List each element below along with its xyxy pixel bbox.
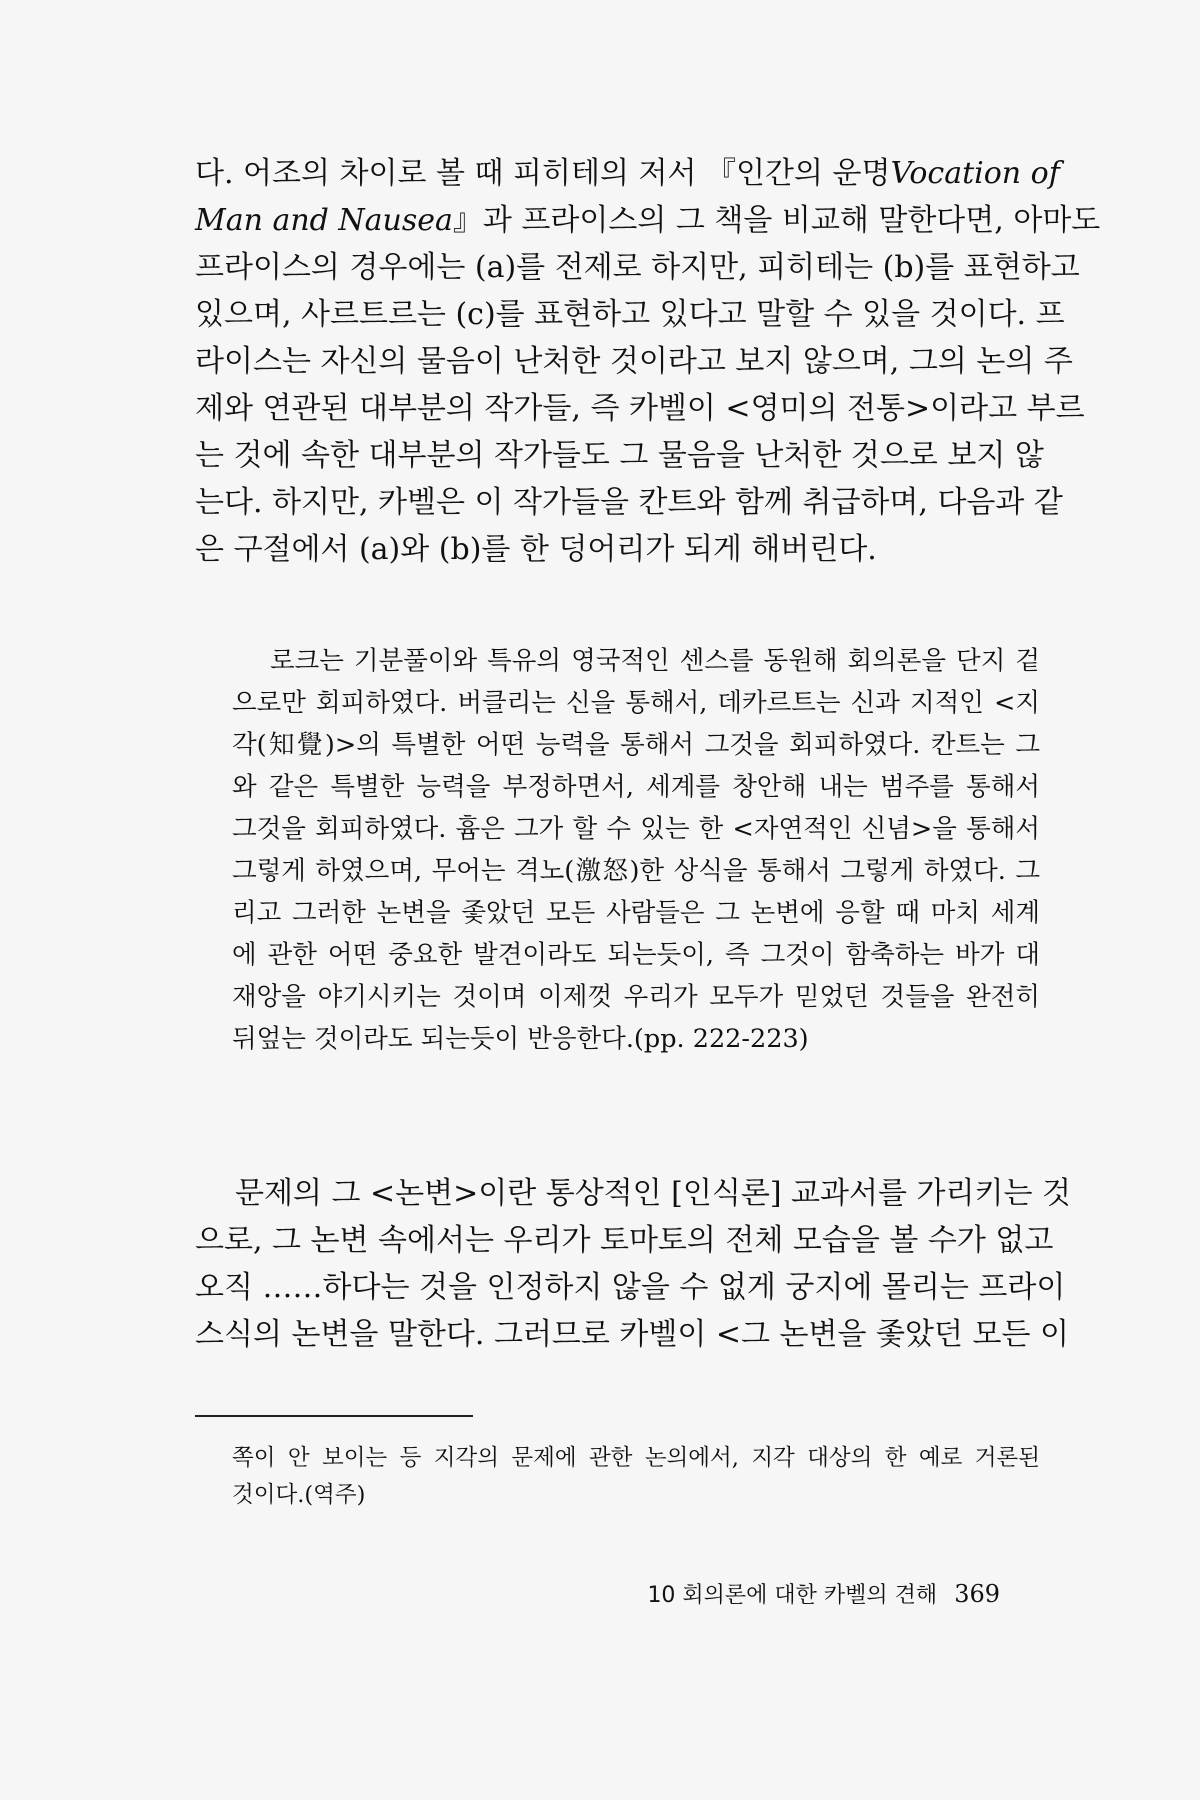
text-line: 라이스는 자신의 물음이 난처한 것이라고 보지 않으며, 그의 논의 주 bbox=[195, 344, 1073, 379]
quote-line: 로크는 기분풀이와 특유의 영국적인 센스를 동원해 회의론을 단지 겉 bbox=[270, 646, 1040, 676]
text-line: 으로, 그 논변 속에서는 우리가 토마토의 전체 모습을 볼 수가 없고 bbox=[195, 1223, 1054, 1258]
quote-line: 리고 그러한 논변을 좇았던 모든 사람들은 그 논변에 응할 때 마치 세계 bbox=[232, 898, 1040, 928]
text-line: 다. 어조의 차이로 볼 때 피히테의 저서 『인간의 운명Vocation of bbox=[195, 156, 1060, 191]
quote-line: 에 관한 어떤 중요한 발견이라도 되는듯이, 즉 그것이 함축하는 바가 대 bbox=[232, 940, 1040, 970]
book-title-italic: Man and Nausea bbox=[195, 203, 453, 238]
footnote-line: 쪽이 안 보이는 등 지각의 문제에 관한 논의에서, 지각 대상의 한 예로 거론된 bbox=[232, 1445, 1040, 1471]
quote-line: 재앙을 야기시키는 것이며 이제껏 우리가 모두가 믿었던 것들을 완전히 bbox=[232, 982, 1040, 1012]
text-line: 있으며, 사르트르는 (c)를 표현하고 있다고 말할 수 있을 것이다. 프 bbox=[195, 297, 1065, 332]
running-head: 10 회의론에 대한 카벨의 견해 bbox=[647, 1583, 938, 1608]
text-line: 프라이스의 경우에는 (a)를 전제로 하지만, 피히테는 (b)를 표현하고 bbox=[195, 250, 1080, 285]
text-line: 스식의 논변을 말한다. 그러므로 카벨이 <그 논변을 좇았던 모든 이 bbox=[195, 1317, 1069, 1352]
quote-line: 와 같은 특별한 능력을 부정하면서, 세계를 창안해 내는 범주를 통해서 bbox=[232, 772, 1040, 802]
text-line: 문제의 그 <논변>이란 통상적인 [인식론] 교과서를 가리키는 것 bbox=[235, 1176, 1071, 1211]
text-line: 는 것에 속한 대부분의 작가들도 그 물음을 난처한 것으로 보지 않 bbox=[195, 438, 1044, 473]
text-line: Man and Nausea』과 프라이스의 그 책을 비교해 말한다면, 아마도 bbox=[195, 203, 1101, 238]
quote-line: 그것을 회피하였다. 흄은 그가 할 수 있는 한 <자연적인 신념>을 통해서 bbox=[232, 814, 1040, 844]
quote-line-last: 뒤엎는 것이라도 되는듯이 반응한다.(pp. 222-223) bbox=[232, 1024, 809, 1054]
text-line: 제와 연관된 대부분의 작가들, 즉 카벨이 <영미의 전통>이라고 부르 bbox=[195, 391, 1085, 426]
footnote-line-last: 것이다.(역주) bbox=[232, 1482, 366, 1508]
block-quotation bbox=[232, 640, 1040, 1060]
footnote bbox=[232, 1440, 1040, 1514]
main-paragraph-2 bbox=[195, 1170, 1071, 1358]
book-title-italic: Vocation of bbox=[890, 156, 1060, 191]
page-number: 369 bbox=[954, 1580, 1000, 1608]
page-footer bbox=[647, 1578, 1000, 1609]
footnote-divider bbox=[195, 1415, 473, 1417]
text-line-last: 은 구절에서 (a)와 (b)를 한 덩어리가 되게 해버린다. bbox=[195, 532, 877, 567]
quote-line: 각(知覺)>의 특별한 어떤 능력을 통해서 그것을 회피하였다. 칸트는 그 bbox=[232, 730, 1040, 760]
quote-line: 그렇게 하였으며, 무어는 격노(激怒)한 상식을 통해서 그렇게 하였다. 그 bbox=[232, 856, 1040, 886]
text-line: 오직 ……하다는 것을 인정하지 않을 수 없게 궁지에 몰리는 프라이 bbox=[195, 1270, 1066, 1305]
quote-line: 으로만 회피하였다. 버클리는 신을 통해서, 데카르트는 신과 지적인 <지 bbox=[232, 688, 1040, 718]
text-line: 는다. 하지만, 카벨은 이 작가들을 칸트와 함께 취급하며, 다음과 같 bbox=[195, 485, 1063, 520]
main-paragraph-1 bbox=[195, 150, 1101, 573]
